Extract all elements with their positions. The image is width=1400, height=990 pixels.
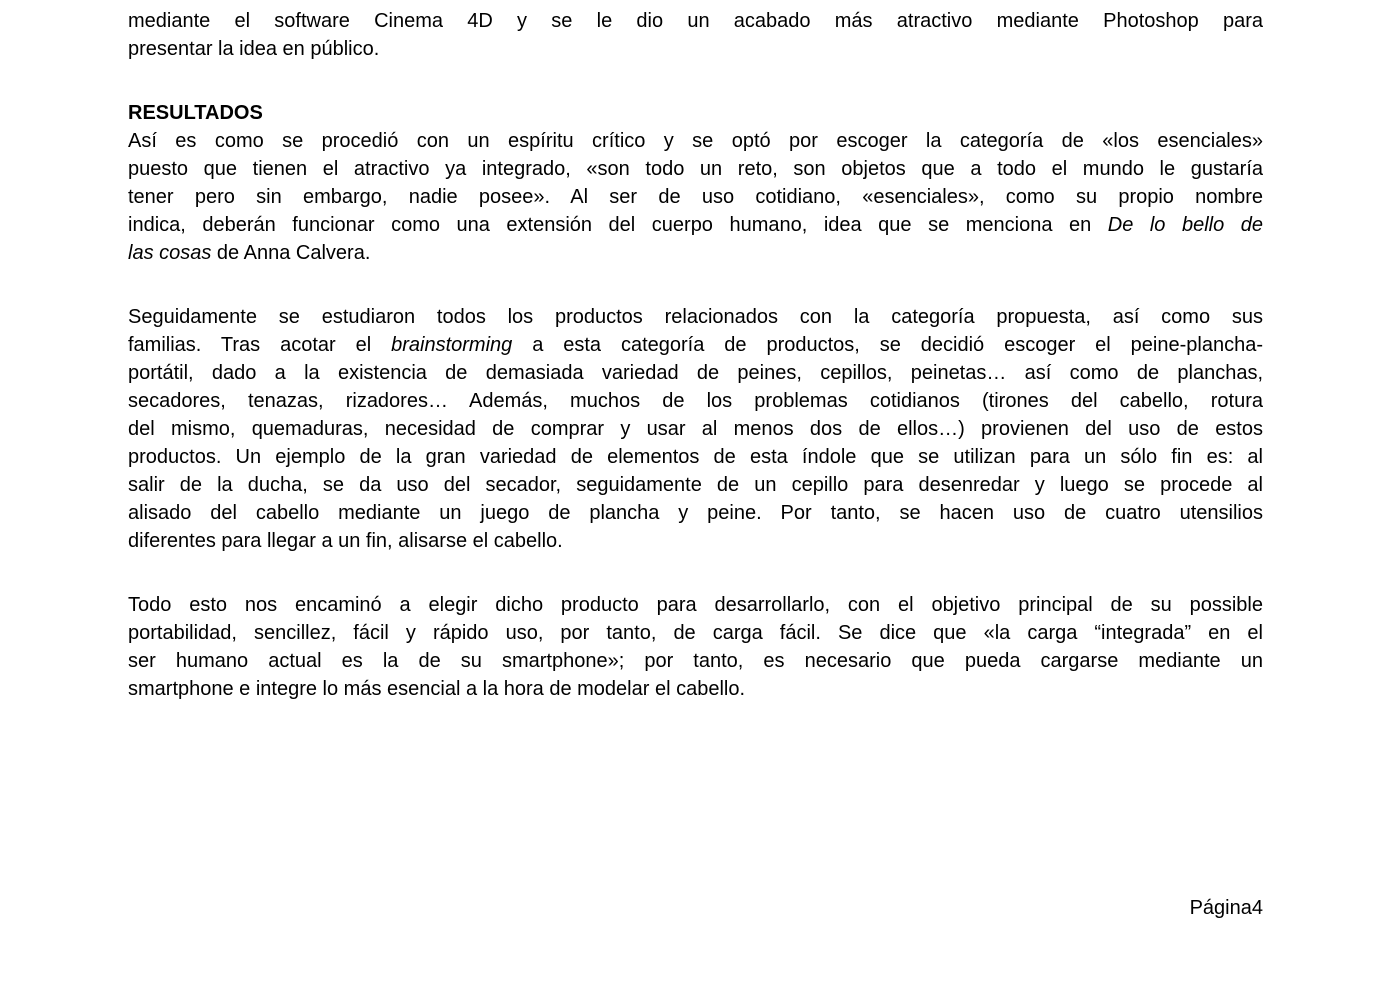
paragraph xyxy=(128,303,1263,555)
text-segment: puesto que tienen el atractivo ya integrado, «son todo un reto, son objetos que a todo el mundo le gustaría xyxy=(128,158,1263,180)
text-line xyxy=(128,359,1263,387)
text-line xyxy=(128,35,1263,63)
text-segment: Todo esto nos encaminó a elegir dicho producto para desarrollarlo, con el objetivo principal de su possible xyxy=(128,594,1263,616)
text-line xyxy=(128,675,1263,703)
paragraph xyxy=(128,127,1263,267)
page-number: Página4 xyxy=(1189,897,1263,919)
text-line xyxy=(128,619,1263,647)
text-segment: de Anna Calvera. xyxy=(211,242,371,264)
text-segment: Seguidamente se estudiaron todos los productos relacionados con la categoría propuesta, así como sus xyxy=(128,306,1263,328)
paragraph xyxy=(128,591,1263,703)
document-content xyxy=(128,7,1263,703)
text-line xyxy=(128,387,1263,415)
text-segment: indica, deberán funcionar como una extensión del cuerpo humano, idea que se menciona en xyxy=(128,214,1108,236)
text-line xyxy=(128,527,1263,555)
text-segment: ser humano actual es la de su smartphone»; por tanto, es necesario que pueda cargarse mediante un xyxy=(128,650,1263,672)
text-segment: Así es como se procedió con un espíritu crítico y se optó por escoger la categoría de «los esenciales» xyxy=(128,130,1263,152)
text-segment: salir de la ducha, se da uso del secador, seguidamente de un cepillo para desenredar y luego se procede al xyxy=(128,474,1263,496)
text-segment: secadores, tenazas, rizadores… Además, muchos de los problemas cotidianos (tirones del cabello, rotura xyxy=(128,390,1263,412)
text-segment: tener pero sin embargo, nadie posee». Al ser de uso cotidiano, «esenciales», como su propio nombre xyxy=(128,186,1263,208)
text-segment: portabilidad, sencillez, fácil y rápido uso, por tanto, de carga fácil. Se dice que «la carga “integrada” en el xyxy=(128,622,1263,644)
text-line xyxy=(128,211,1263,239)
text-segment: las cosas xyxy=(128,242,212,264)
text-segment: alisado del cabello mediante un juego de plancha y peine. Por tanto, se hacen uso de cuatro utensilios xyxy=(128,502,1263,524)
text-segment: familias. Tras acotar el xyxy=(128,334,392,356)
text-segment: mediante el software Cinema 4D y se le dio un acabado más atractivo mediante Photoshop para xyxy=(128,10,1263,32)
text-segment: portátil, dado a la existencia de demasiada variedad de peines, cepillos, peinetas… así como de planchas, xyxy=(128,362,1263,384)
text-segment: brainstorming xyxy=(391,334,513,356)
section-heading: RESULTADOS xyxy=(128,102,263,124)
text-line xyxy=(128,303,1263,331)
paragraph xyxy=(128,7,1263,63)
text-segment: presentar la idea en público. xyxy=(128,38,380,60)
text-line xyxy=(128,127,1263,155)
text-line xyxy=(128,443,1263,471)
text-segment: smartphone e integre lo más esencial a la hora de modelar el cabello. xyxy=(128,678,746,700)
text-line xyxy=(128,415,1263,443)
text-line xyxy=(128,155,1263,183)
text-line xyxy=(128,331,1263,359)
text-line xyxy=(128,239,1263,267)
text-segment: diferentes para llegar a un fin, alisarse el cabello. xyxy=(128,530,563,552)
text-segment: a esta categoría de productos, se decidió escoger el peine-plancha- xyxy=(512,334,1263,356)
text-line xyxy=(128,471,1263,499)
text-line xyxy=(128,7,1263,35)
text-segment: De lo bello de xyxy=(1107,214,1263,236)
text-line xyxy=(128,183,1263,211)
text-segment: productos. Un ejemplo de la gran variedad de elementos de esta índole que se utilizan para un sólo fin es: al xyxy=(128,446,1263,468)
text-line xyxy=(128,647,1263,675)
text-line xyxy=(128,591,1263,619)
text-segment: del mismo, quemaduras, necesidad de comprar y usar al menos dos de ellos…) provienen del uso de estos xyxy=(128,418,1263,440)
text-line xyxy=(128,499,1263,527)
